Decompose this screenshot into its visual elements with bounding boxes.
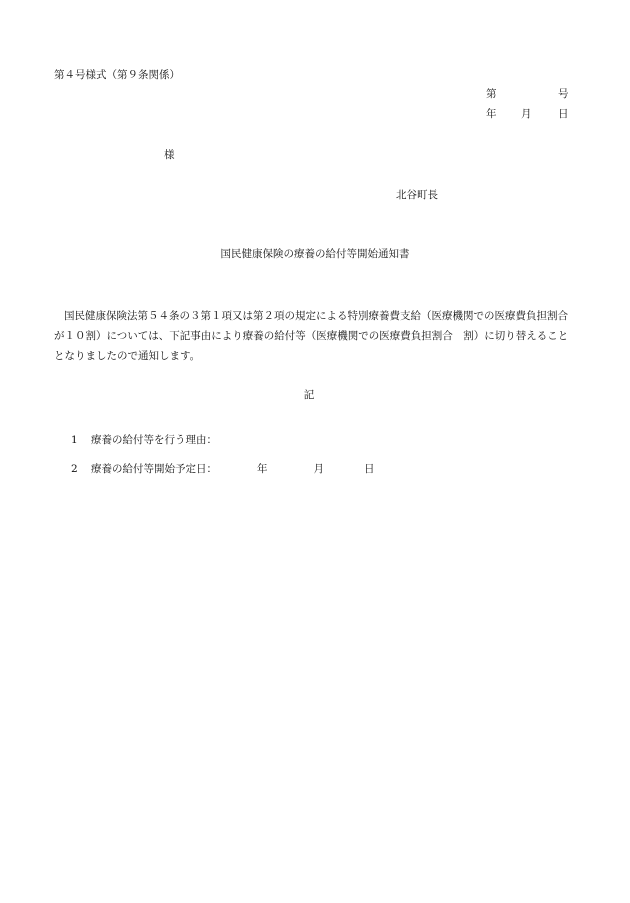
issuer-name: 北谷町長 [396, 189, 438, 201]
issue-date-year: 年 [486, 108, 497, 120]
item-label: 療養の給付等開始予定日： [91, 463, 217, 475]
issue-date-month: 月 [521, 108, 532, 120]
document-number-suffix: 号 [558, 88, 569, 100]
item-label: 療養の給付等を行う理由： [91, 434, 217, 446]
item-number: 2 [71, 463, 78, 475]
start-date-month: 月 [313, 463, 324, 475]
item-start-date [71, 461, 375, 476]
item-reason [71, 432, 217, 447]
document-number-prefix: 第 [486, 88, 497, 100]
issue-date-day: 日 [558, 108, 569, 120]
notice-body: 国民健康保険法第５４条の３第１項又は第２項の規定による特別療養費支給（医療機関での医療費負担割合が１０割）については、下記事由により療養の給付等（医療機関での医療費負担割合 割）に切り替えることとなりましたので通知します。 [54, 310, 569, 362]
document-title: 国民健康保険の療養の給付等開始通知書 [220, 248, 410, 260]
item-number: 1 [71, 434, 78, 446]
ki-heading: 記 [303, 389, 315, 401]
addressee-honorific: 様 [164, 149, 175, 161]
start-date-year: 年 [257, 463, 268, 475]
start-date-day: 日 [364, 463, 375, 475]
form-number: 第４号様式（第９条関係） [54, 69, 180, 81]
